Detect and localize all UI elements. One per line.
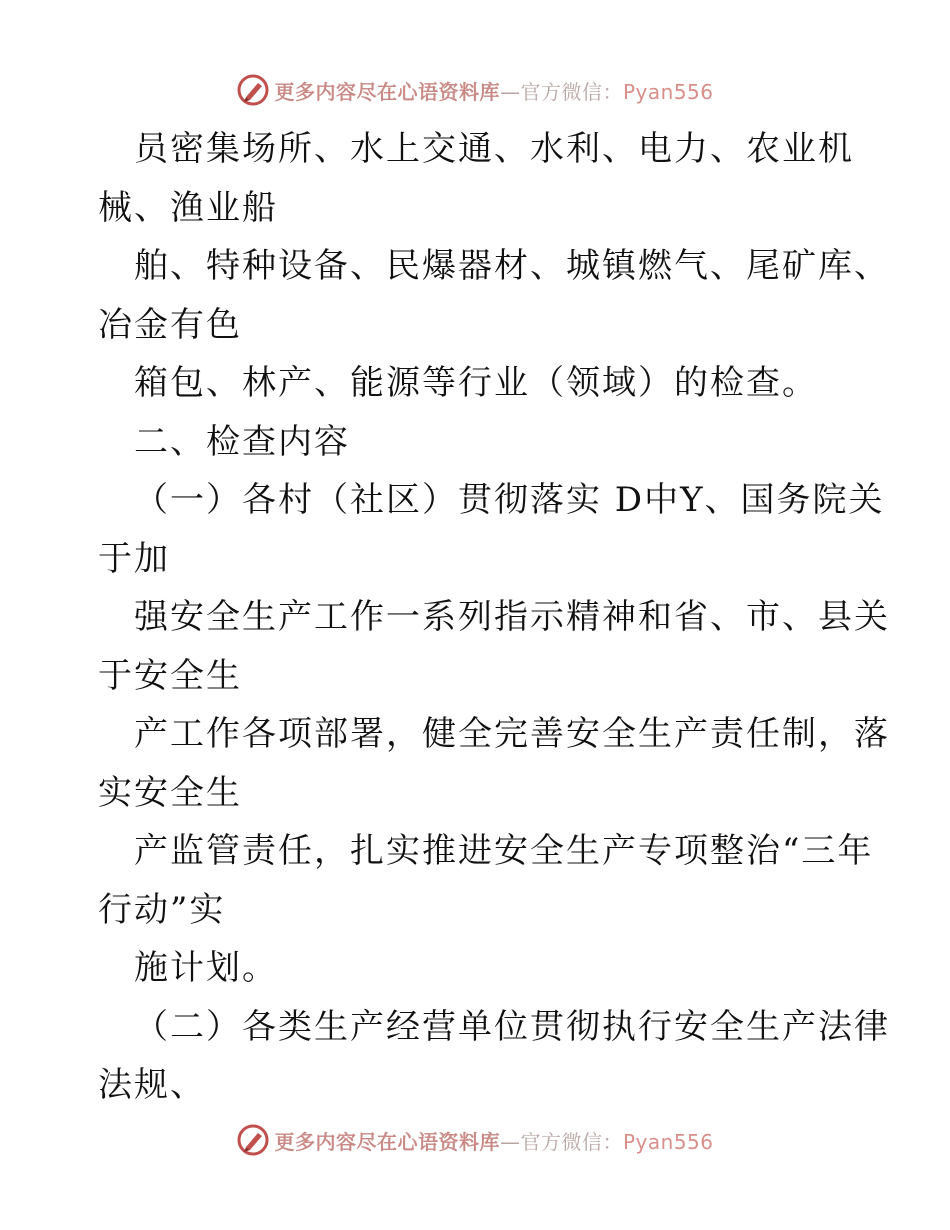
pen-logo-icon: [236, 1123, 270, 1157]
text-line: 法规、: [98, 1065, 206, 1105]
text-line: 于加: [98, 538, 170, 579]
watermark-separator: —: [499, 79, 521, 104]
watermark-wechat-label: 官方微信：: [520, 79, 623, 104]
watermark-text: [274, 76, 713, 105]
pen-logo-icon: [236, 73, 270, 107]
watermark-main: 更多内容尽在心语资料库: [274, 1129, 500, 1154]
watermark-text: [274, 1126, 713, 1155]
text-line: 冶金有色: [98, 304, 242, 345]
watermark-wechat-id: Pyan556: [622, 79, 714, 104]
text-line: 舶、特种设备、民爆器材、城镇燃气、尾矿库、: [134, 246, 890, 286]
text-line: 施计划。: [134, 948, 278, 988]
watermark-wechat-label: 官方微信：: [520, 1129, 623, 1154]
document-body: [98, 120, 890, 1115]
text-line: （一）各村（社区）贯彻落实 D中Y、国务院关: [134, 480, 885, 520]
text-line: 实安全生: [98, 772, 242, 813]
header-watermark: [0, 70, 950, 110]
text-line: 械、渔业船: [98, 187, 278, 228]
text-line: 产监管责任，扎实推进安全生产专项整治“三年: [134, 831, 874, 871]
text-line: 产工作各项部署，健全完善安全生产责任制，落: [134, 714, 890, 754]
text-line: 于安全生: [98, 655, 242, 696]
text-line: 强安全生产工作一系列指示精神和省、市、县关: [134, 597, 890, 637]
footer-watermark: [0, 1120, 950, 1160]
watermark-main: 更多内容尽在心语资料库: [274, 79, 500, 104]
text-line: （二）各类生产经营单位贯彻执行安全生产法律: [134, 1006, 890, 1047]
watermark-wechat-id: Pyan556: [622, 1129, 714, 1154]
text-line: 箱包、林产、能源等行业（领域）的检查。: [134, 363, 818, 403]
text-line: 行动”实: [98, 889, 226, 930]
text-line: 员密集场所、水上交通、水利、电力、农业机: [134, 129, 854, 169]
text-line: 二、检查内容: [134, 421, 350, 462]
watermark-separator: —: [499, 1129, 521, 1154]
